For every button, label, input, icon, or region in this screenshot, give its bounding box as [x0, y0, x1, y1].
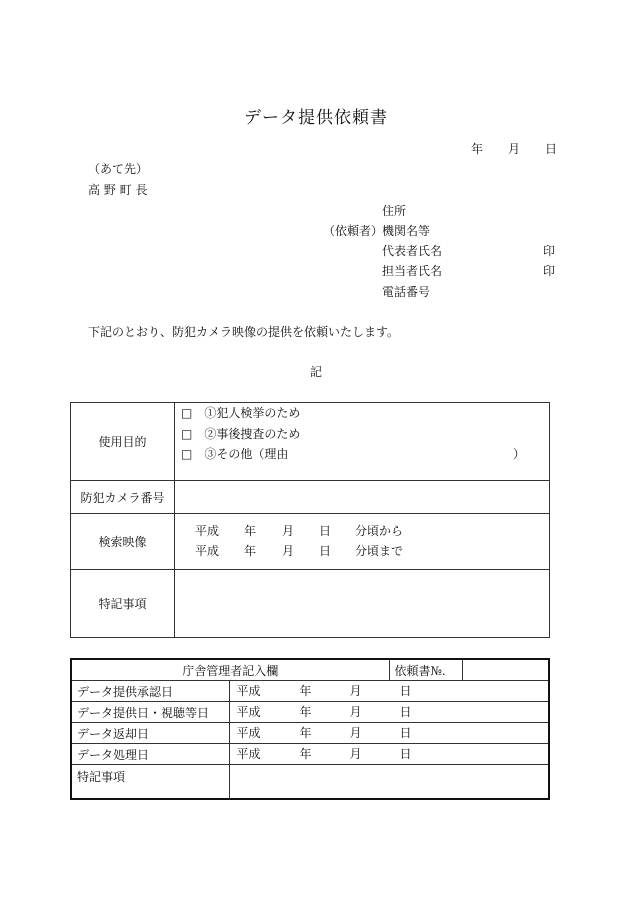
notes-field[interactable]: [175, 570, 550, 638]
requester-person-label: 担当者氏名: [382, 264, 443, 278]
date-day-label: 日: [545, 142, 558, 156]
admin-row-label: データ処理日: [71, 744, 229, 765]
admin-date-field[interactable]: [229, 723, 549, 744]
admin-row: [71, 702, 549, 723]
video-from-era: 平成: [195, 524, 220, 538]
admin-year: 年: [299, 726, 312, 740]
admin-era: 平成: [236, 705, 261, 719]
ki-heading: 記: [310, 365, 323, 379]
addressee-name: 高 野 町 長: [88, 183, 148, 197]
video-to-suffix: 分頃まで: [355, 544, 404, 558]
video-to-day: 日: [319, 544, 332, 558]
admin-day: 日: [399, 726, 412, 740]
seal-mark: 印: [543, 264, 556, 278]
admin-row: [71, 744, 549, 765]
admin-era: 平成: [236, 747, 261, 761]
admin-month: 月: [349, 684, 362, 698]
video-range-field[interactable]: [175, 514, 550, 570]
admin-date-field[interactable]: [229, 744, 549, 765]
admin-year: 年: [299, 684, 312, 698]
admin-date-field[interactable]: [229, 681, 549, 702]
video-to-era: 平成: [195, 544, 220, 558]
admin-row: [71, 723, 549, 744]
purpose-options: [175, 403, 550, 481]
video-from-day: 日: [319, 524, 332, 538]
admin-row-label: データ提供承認日: [71, 681, 229, 702]
requester-org-label: 機関名等: [382, 224, 431, 238]
admin-era: 平成: [236, 684, 261, 698]
admin-era: 平成: [236, 726, 261, 740]
document-title: データ提供依頼書: [244, 108, 388, 128]
admin-notes-field[interactable]: [229, 765, 549, 799]
seal-mark: 印: [543, 244, 556, 258]
admin-row-label: データ提供日・視聴等日: [71, 702, 229, 723]
admin-date-field[interactable]: [229, 702, 549, 723]
admin-day: 日: [399, 705, 412, 719]
notes-row: [71, 570, 550, 638]
admin-table: [70, 658, 550, 800]
admin-year: 年: [299, 705, 312, 719]
date-month-label: 月: [508, 142, 521, 156]
video-row: [71, 514, 550, 570]
admin-year: 年: [299, 747, 312, 761]
admin-month: 月: [349, 726, 362, 740]
camera-row: [71, 481, 550, 514]
video-to-year: 年: [244, 544, 257, 558]
purpose-option-2[interactable]: □ ②事後捜査のため: [181, 427, 301, 441]
admin-header: 庁舎管理者記入欄: [71, 659, 389, 681]
admin-notes-row: [71, 765, 549, 799]
admin-notes-label: 特記事項: [71, 765, 229, 799]
purpose-row: [71, 403, 550, 481]
request-form-table: [70, 402, 550, 638]
notes-label: 特記事項: [71, 570, 175, 638]
admin-header-row: [71, 659, 549, 681]
request-no-field[interactable]: [462, 659, 549, 681]
video-to-month: 月: [282, 544, 295, 558]
requester-address-label: 住所: [382, 204, 407, 218]
requester-rep-label: 代表者氏名: [382, 244, 443, 258]
admin-month: 月: [349, 747, 362, 761]
requester-phone-label: 電話番号: [382, 285, 431, 299]
purpose-close-paren: ）: [513, 447, 526, 461]
admin-row: [71, 681, 549, 702]
video-from-month: 月: [282, 524, 295, 538]
video-label: 検索映像: [71, 514, 175, 570]
admin-day: 日: [399, 747, 412, 761]
addressee-label: （あて先）: [88, 162, 149, 176]
purpose-option-3[interactable]: □ ③その他（理由: [181, 447, 289, 461]
intro-text: 下記のとおり、防犯カメラ映像の提供を依頼いたします。: [88, 325, 400, 339]
video-from-year: 年: [244, 524, 257, 538]
admin-day: 日: [399, 684, 412, 698]
purpose-label: 使用目的: [71, 403, 175, 481]
requester-prefix: （依頼者）: [323, 224, 384, 238]
camera-label: 防犯カメラ番号: [71, 481, 175, 514]
request-no-label: 依頼書№.: [389, 659, 462, 681]
camera-number-field[interactable]: [175, 481, 550, 514]
video-from-suffix: 分頃から: [355, 524, 404, 538]
admin-row-label: データ返却日: [71, 723, 229, 744]
admin-month: 月: [349, 705, 362, 719]
purpose-option-1[interactable]: □ ①犯人検挙のため: [181, 406, 301, 420]
date-year-label: 年: [471, 142, 484, 156]
